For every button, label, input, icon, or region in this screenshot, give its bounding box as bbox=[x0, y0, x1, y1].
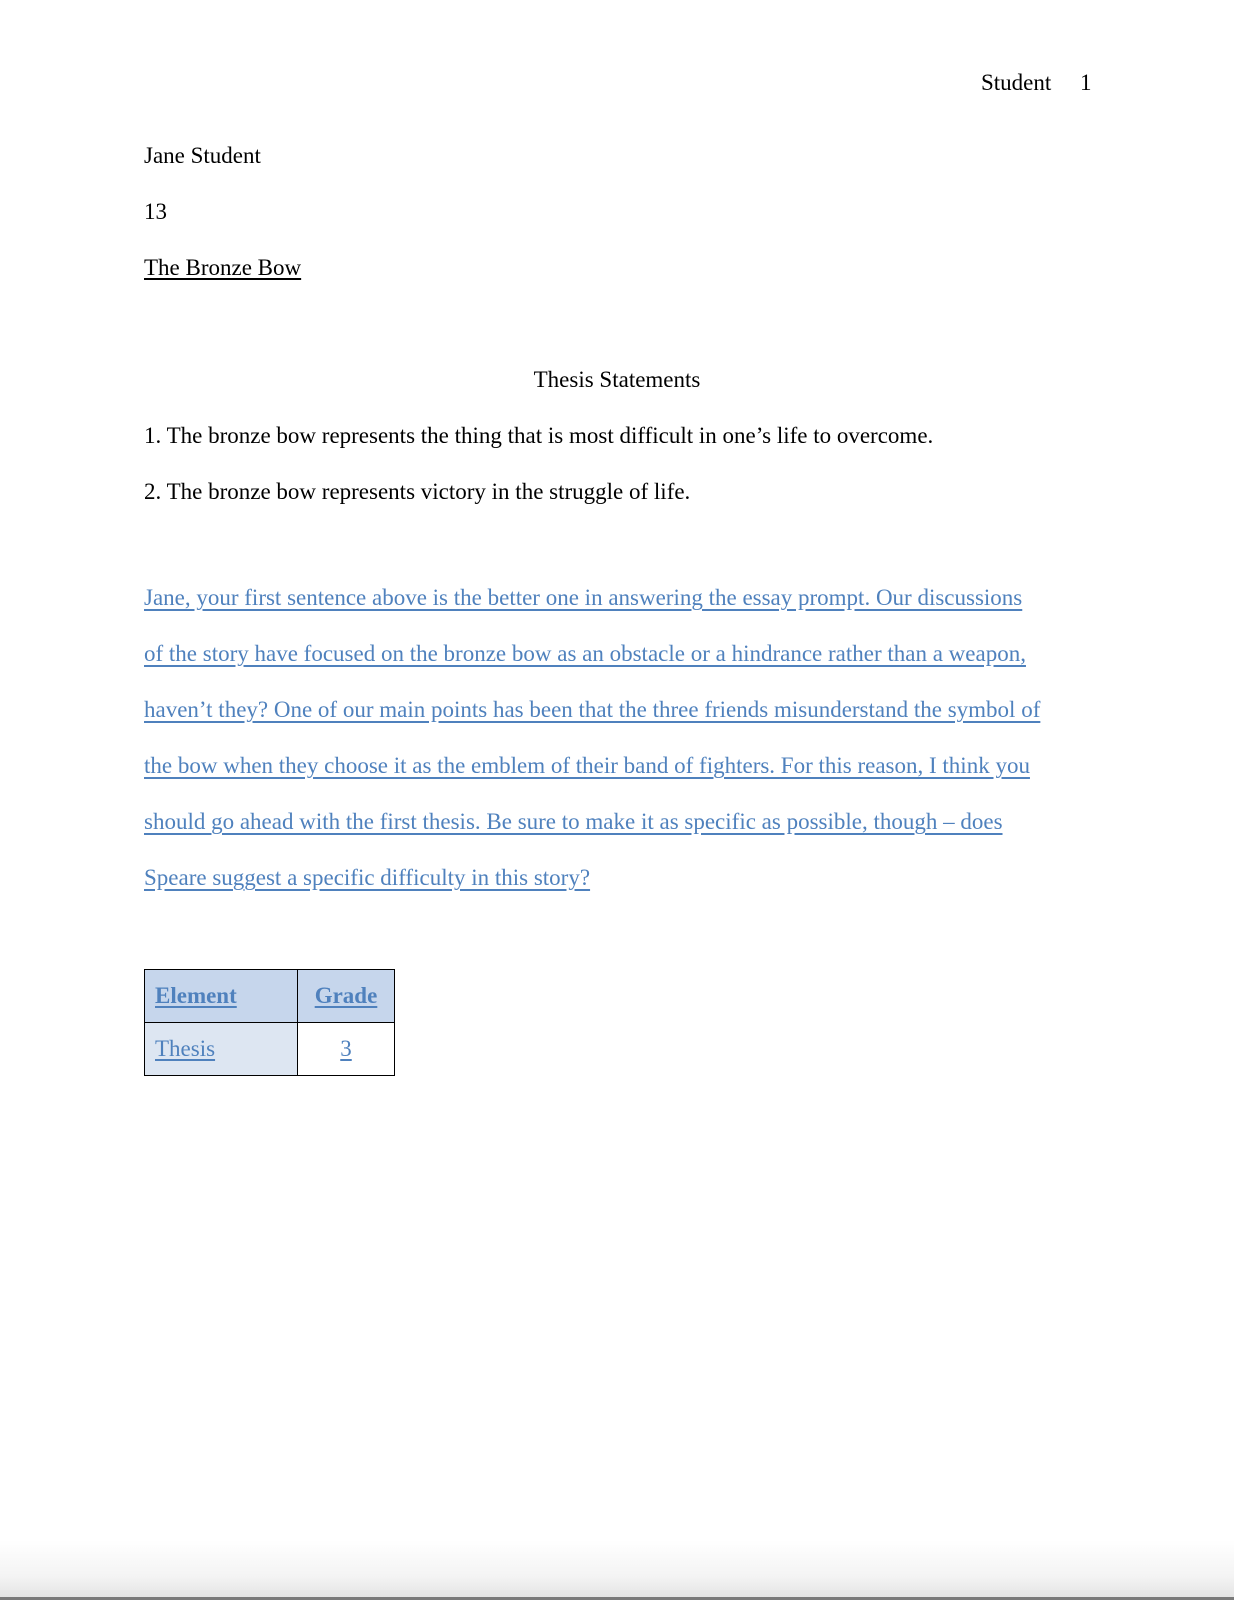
table-cell bbox=[145, 1023, 298, 1076]
page-number: 1 bbox=[1080, 70, 1092, 95]
comment-line: of the story have focused on the bronze bow as an obstacle or a hindrance rather than a weapon, bbox=[144, 641, 1026, 666]
book-title: The Bronze Bow bbox=[144, 255, 302, 280]
comment-line: Jane, your first sentence above is the better one in answering the essay prompt. Our discussions bbox=[144, 585, 1023, 610]
thesis-statement-2: 2. The bronze bow represents victory in the struggle of life. bbox=[144, 479, 691, 504]
thesis-statement-1: 1. The bronze bow represents the thing that is most difficult in one’s life to overcome. bbox=[144, 423, 934, 448]
comment-line: haven’t they? One of our main points has been that the three friends misunderstand the symbol of bbox=[144, 697, 1041, 722]
element-value: Thesis bbox=[155, 1036, 216, 1061]
comment-line: should go ahead with the first thesis. Be sure to make it as specific as possible, though – does bbox=[144, 809, 1003, 834]
window-bottom-edge bbox=[0, 1540, 1234, 1600]
table-header-cell bbox=[298, 970, 395, 1023]
comment-line: the bow when they choose it as the emblem of their band of fighters. For this reason, I think you bbox=[144, 753, 1030, 778]
author-name: Jane Student bbox=[144, 143, 261, 168]
table-row bbox=[145, 1023, 395, 1076]
grade-header: Grade bbox=[314, 983, 378, 1008]
table-cell bbox=[298, 1023, 395, 1076]
element-header: Element bbox=[155, 983, 237, 1008]
grade-value: 3 bbox=[340, 1036, 352, 1061]
grade-table bbox=[144, 969, 395, 1076]
section-title: Thesis Statements bbox=[533, 367, 701, 392]
comment-line: Speare suggest a specific difficulty in this story? bbox=[144, 865, 591, 890]
table-header-cell bbox=[145, 970, 298, 1023]
running-head: Student bbox=[981, 70, 1052, 95]
table-header-row bbox=[145, 970, 395, 1023]
course-number: 13 bbox=[144, 199, 167, 224]
